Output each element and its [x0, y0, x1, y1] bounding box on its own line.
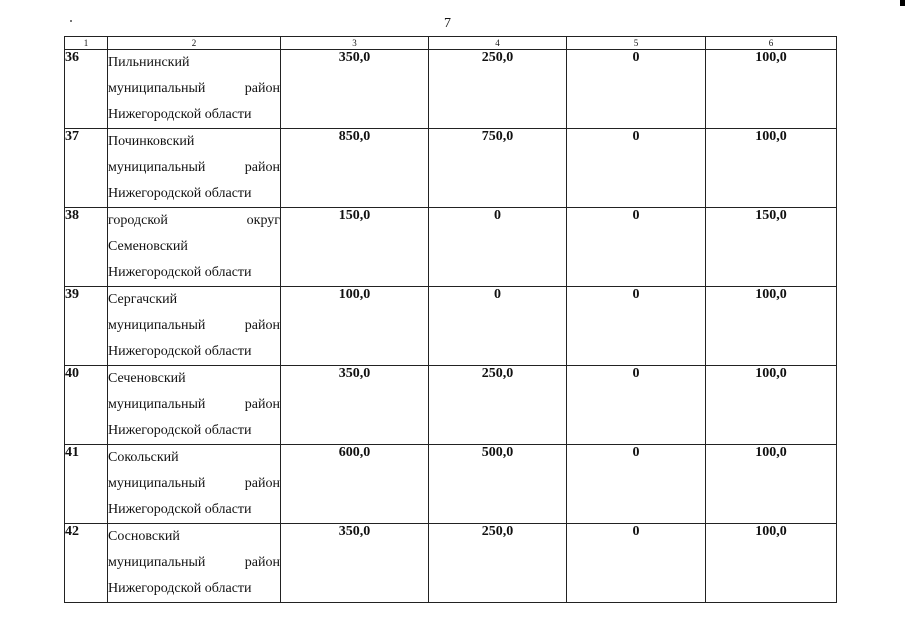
- name-line-1-left: Сосновский: [108, 529, 180, 544]
- name-line-1: [108, 50, 280, 76]
- name-line-1-right: округ: [246, 213, 280, 228]
- table-row: [65, 50, 837, 129]
- name-line-3: Нижегородской области: [108, 423, 252, 438]
- name-line-1: [108, 445, 280, 471]
- row-number: [65, 445, 108, 524]
- value-col-4: 250,0: [429, 524, 567, 603]
- header-cell-3: 3: [281, 37, 429, 50]
- name-line-3: Нижегородской области: [108, 265, 252, 280]
- table-row: [65, 208, 837, 287]
- value-col-5: 0: [567, 129, 706, 208]
- name-line-2-right: район: [244, 318, 280, 333]
- table-row: [65, 524, 837, 603]
- municipality-name: [108, 366, 281, 445]
- header-cell-5: 5: [567, 37, 706, 50]
- row-number: [65, 287, 108, 366]
- value-col-3: 350,0: [281, 50, 429, 129]
- row-number-text: 37: [65, 129, 79, 144]
- value-col-4: 750,0: [429, 129, 567, 208]
- name-line-1-left: Починковский: [108, 134, 195, 149]
- value-col-4: 0: [429, 208, 567, 287]
- name-line-2-left: муниципальный: [108, 81, 206, 96]
- row-number-text: 41: [65, 445, 79, 460]
- value-col-5: 0: [567, 445, 706, 524]
- municipality-name: [108, 287, 281, 366]
- header-cell-6: 6: [706, 37, 837, 50]
- value-col-4: 0: [429, 287, 567, 366]
- row-number: [65, 129, 108, 208]
- table-row: [65, 366, 837, 445]
- row-number: [65, 366, 108, 445]
- name-line-1: [108, 129, 280, 155]
- name-line-2: [108, 313, 280, 339]
- name-line-3: Нижегородской области: [108, 107, 252, 122]
- name-line-2-right: район: [244, 555, 280, 570]
- scan-dot: [70, 20, 72, 22]
- name-line-1-left: Сокольский: [108, 450, 179, 465]
- value-col-6: 100,0: [706, 366, 837, 445]
- name-line-1-left: Сеченовский: [108, 371, 186, 386]
- name-line-2-right: район: [244, 476, 280, 491]
- name-line-1-left: Сергачский: [108, 292, 178, 307]
- name-line-3: Нижегородской области: [108, 502, 252, 517]
- value-col-3: 600,0: [281, 445, 429, 524]
- row-number: [65, 208, 108, 287]
- value-col-4: 500,0: [429, 445, 567, 524]
- municipality-name: [108, 208, 281, 287]
- municipality-name: [108, 129, 281, 208]
- municipality-name: [108, 445, 281, 524]
- header-cell-2: 2: [108, 37, 281, 50]
- row-number-text: 36: [65, 50, 79, 65]
- value-col-5: 0: [567, 366, 706, 445]
- name-line-1: [108, 287, 280, 313]
- value-col-3: 150,0: [281, 208, 429, 287]
- name-line-3: Нижегородской области: [108, 344, 252, 359]
- name-line-2-left: муниципальный: [108, 476, 206, 491]
- scan-mark: [900, 0, 905, 6]
- name-line-2-left: муниципальный: [108, 318, 206, 333]
- name-line-1: [108, 208, 280, 234]
- header-cell-1: 1: [65, 37, 108, 50]
- value-col-5: 0: [567, 50, 706, 129]
- value-col-5: 0: [567, 208, 706, 287]
- row-number-text: 39: [65, 287, 79, 302]
- table-row: [65, 445, 837, 524]
- name-line-2: [108, 471, 280, 497]
- name-line-2: [108, 155, 280, 181]
- name-line-1-left: Пильнинский: [108, 55, 190, 70]
- name-line-2: [108, 392, 280, 418]
- value-col-6: 100,0: [706, 129, 837, 208]
- value-col-3: 350,0: [281, 524, 429, 603]
- value-col-6: 100,0: [706, 445, 837, 524]
- row-number: [65, 524, 108, 603]
- name-line-1: [108, 524, 280, 550]
- table-row: [65, 129, 837, 208]
- value-col-3: 100,0: [281, 287, 429, 366]
- row-number-text: 38: [65, 208, 79, 223]
- value-col-3: 850,0: [281, 129, 429, 208]
- table-row: [65, 287, 837, 366]
- page-number: 7: [444, 16, 451, 31]
- name-line-2: [108, 234, 280, 260]
- value-col-5: 0: [567, 287, 706, 366]
- value-col-6: 150,0: [706, 208, 837, 287]
- name-line-2: [108, 76, 280, 102]
- name-line-1-left: городской: [108, 213, 168, 228]
- municipality-name: [108, 50, 281, 129]
- value-col-5: 0: [567, 524, 706, 603]
- name-line-2-right: район: [244, 397, 280, 412]
- name-line-2-left: муниципальный: [108, 555, 206, 570]
- name-line-1: [108, 366, 280, 392]
- value-col-6: 100,0: [706, 50, 837, 129]
- header-cell-4: 4: [429, 37, 567, 50]
- name-line-3: Нижегородской области: [108, 186, 252, 201]
- name-line-2-left: Семеновский: [108, 239, 188, 254]
- allocation-table: [64, 36, 837, 603]
- municipality-name: [108, 524, 281, 603]
- row-number: [65, 50, 108, 129]
- header-row: [65, 37, 837, 50]
- name-line-2-right: район: [244, 81, 280, 96]
- value-col-4: 250,0: [429, 50, 567, 129]
- value-col-6: 100,0: [706, 524, 837, 603]
- name-line-2-left: муниципальный: [108, 160, 206, 175]
- name-line-2-right: район: [244, 160, 280, 175]
- name-line-3: Нижегородской области: [108, 581, 252, 596]
- value-col-4: 250,0: [429, 366, 567, 445]
- value-col-3: 350,0: [281, 366, 429, 445]
- row-number-text: 40: [65, 366, 79, 381]
- row-number-text: 42: [65, 524, 79, 539]
- name-line-2: [108, 550, 280, 576]
- name-line-2-left: муниципальный: [108, 397, 206, 412]
- value-col-6: 100,0: [706, 287, 837, 366]
